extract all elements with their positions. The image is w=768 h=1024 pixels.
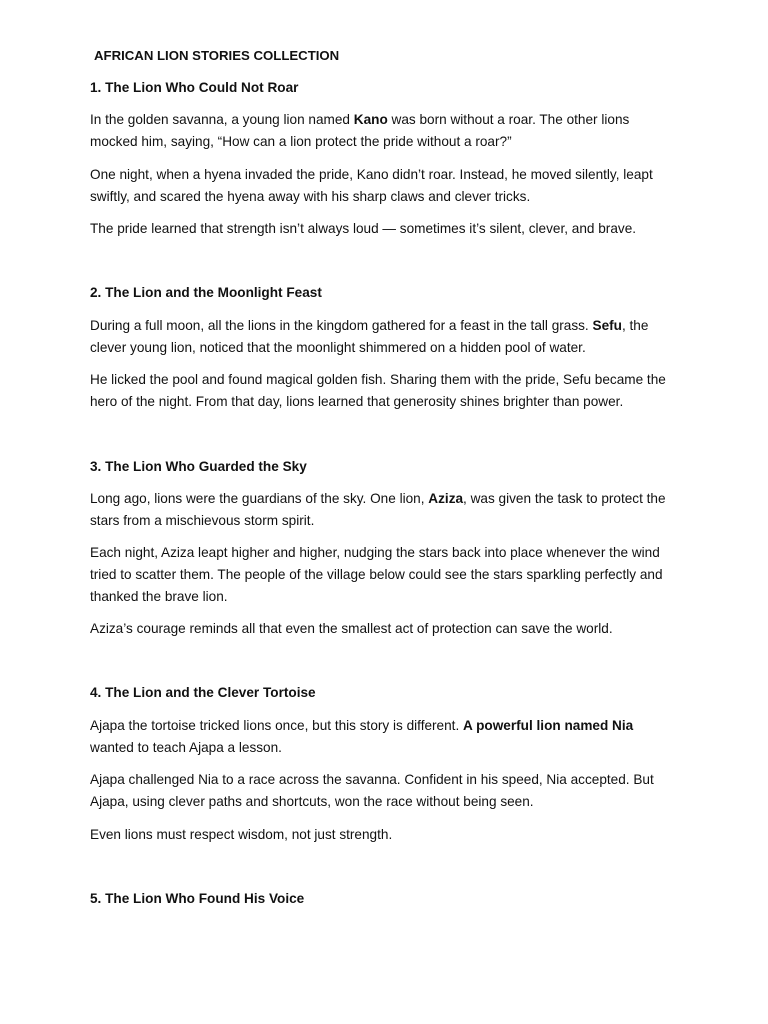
text-run: Ajapa the tortoise tricked lions once, but this story is different. bbox=[90, 718, 464, 733]
text-run: was born without a roar. The other lions bbox=[387, 112, 630, 127]
character-name-kano: Kano bbox=[353, 112, 388, 127]
story-3-paragraph-2-line-3: thanked the brave lion. bbox=[90, 589, 228, 604]
story-2-heading: 2. The Lion and the Moonlight Feast bbox=[90, 285, 322, 300]
story-3-heading: 3. The Lion Who Guarded the Sky bbox=[90, 459, 307, 474]
text-run: , was given the task to protect the bbox=[463, 491, 666, 506]
story-4-paragraph-2-line-2: Ajapa, using clever paths and shortcuts, won the race without being seen. bbox=[90, 794, 534, 809]
story-3-paragraph-1-line-2: stars from a mischievous storm spirit. bbox=[90, 513, 315, 528]
story-3-paragraph-2-line-1: Each night, Aziza leapt higher and higher, nudging the stars back into place whenever the wind bbox=[90, 545, 660, 560]
character-name-nia: A powerful lion named Nia bbox=[463, 718, 634, 733]
story-1-paragraph-2-line-1: One night, when a hyena invaded the pride, Kano didn’t roar. Instead, he moved silently, leapt bbox=[90, 167, 653, 182]
character-name-sefu: Sefu bbox=[592, 318, 622, 333]
story-4-paragraph-3-line-1: Even lions must respect wisdom, not just strength. bbox=[90, 827, 393, 842]
story-3-paragraph-2-line-2: tried to scatter them. The people of the village below could see the stars sparkling perfectly and bbox=[90, 567, 663, 582]
text-run: , the bbox=[621, 318, 649, 333]
story-3-paragraph-3-line-1: Aziza’s courage reminds all that even the smallest act of protection can save the world. bbox=[90, 621, 613, 636]
story-4-paragraph-1-line-1 bbox=[90, 717, 633, 735]
story-2-paragraph-2-line-1: He licked the pool and found magical golden fish. Sharing them with the pride, Sefu became the bbox=[90, 372, 666, 387]
document-title: AFRICAN LION STORIES COLLECTION bbox=[94, 48, 340, 63]
story-1-paragraph-1-line-1 bbox=[90, 111, 629, 129]
story-1-paragraph-2-line-2: swiftly, and scared the hyena away with his sharp claws and clever tricks. bbox=[90, 189, 531, 204]
text-run: In the golden savanna, a young lion named bbox=[90, 112, 354, 127]
story-1-paragraph-3-line-1: The pride learned that strength isn’t always loud — sometimes it’s silent, clever, and brave. bbox=[90, 221, 637, 236]
story-2-paragraph-1-line-2: clever young lion, noticed that the moonlight shimmered on a hidden pool of water. bbox=[90, 340, 586, 355]
story-2-paragraph-2-line-2: hero of the night. From that day, lions learned that generosity shines brighter than power. bbox=[90, 394, 624, 409]
story-4-paragraph-2-line-1: Ajapa challenged Nia to a race across the savanna. Confident in his speed, Nia accepted. But bbox=[90, 772, 654, 787]
text-run: Long ago, lions were the guardians of the sky. One lion, bbox=[90, 491, 429, 506]
story-4-heading: 4. The Lion and the Clever Tortoise bbox=[90, 685, 316, 700]
text-run: During a full moon, all the lions in the kingdom gathered for a feast in the tall grass. bbox=[90, 318, 593, 333]
story-5-heading: 5. The Lion Who Found His Voice bbox=[90, 891, 305, 906]
story-3-paragraph-1-line-1 bbox=[90, 490, 666, 508]
story-1-paragraph-1-line-2: mocked him, saying, “How can a lion protect the pride without a roar?” bbox=[90, 134, 512, 149]
character-name-aziza: Aziza bbox=[428, 491, 464, 506]
story-1-heading: 1. The Lion Who Could Not Roar bbox=[90, 80, 299, 95]
story-2-paragraph-1-line-1 bbox=[90, 317, 648, 335]
story-4-paragraph-1-line-2: wanted to teach Ajapa a lesson. bbox=[90, 740, 282, 755]
